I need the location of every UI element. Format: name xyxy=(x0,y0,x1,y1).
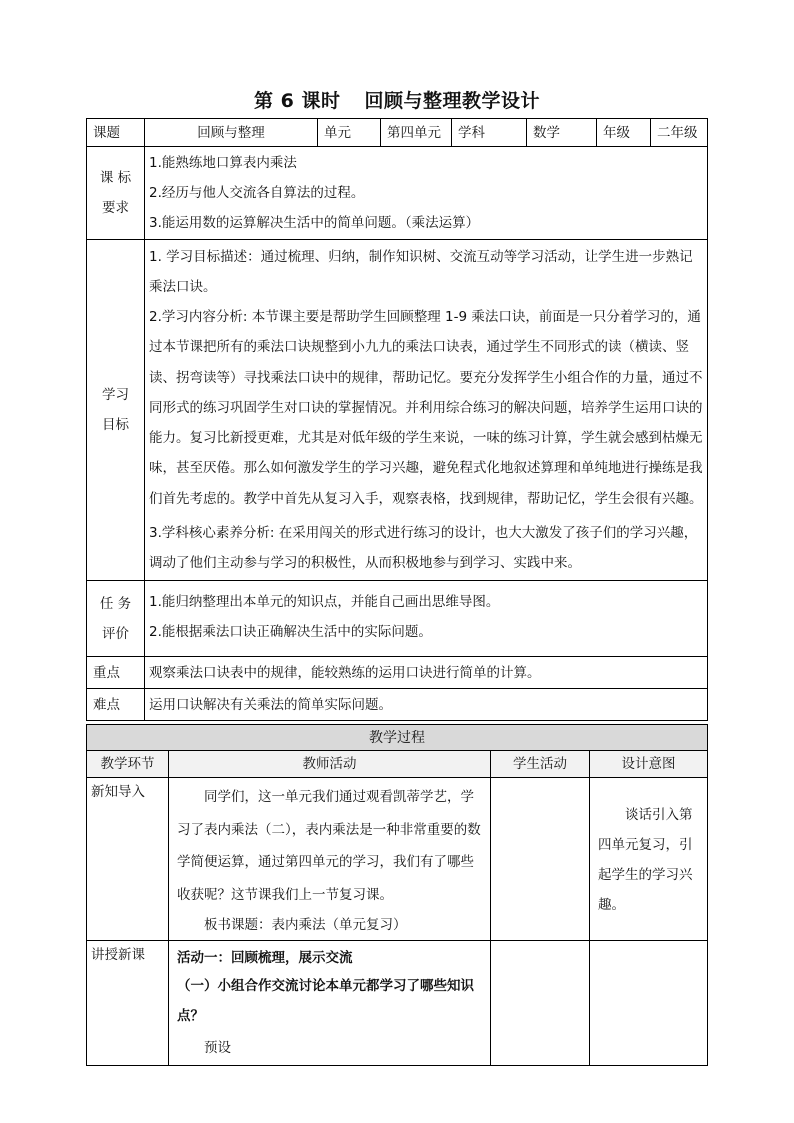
col-design: 设计意图 xyxy=(590,751,708,778)
nandian-text: 运用口诀解决有关乘法的简单实际问题。 xyxy=(145,689,708,721)
kebiao-content xyxy=(145,147,708,240)
zhongdian-text: 观察乘法口诀表中的规律，能较熟练的运用口诀进行简单的计算。 xyxy=(145,657,708,689)
keti-value: 回顾与整理 xyxy=(145,119,318,147)
kebiao-item: 2.经历与他人交流各自算法的过程。 xyxy=(149,185,365,201)
student-intro xyxy=(491,778,590,941)
page-title xyxy=(0,86,794,113)
kebiao-item: 1.能熟练地口算表内乘法 xyxy=(149,155,297,171)
goal-paragraph-3: 3.学科核心素养分析: 在采用闯关的形式进行练习的设计，也大大激发了孩子们的学习兴趣，调动了他们主动参与学习的积极性，从而积极地参与到学习、实践中来。 xyxy=(149,524,698,571)
nianji-value: 二年级 xyxy=(651,119,708,147)
stage-intro: 新知导入 xyxy=(87,778,169,941)
teacher-intro xyxy=(169,778,491,941)
activity-title: 活动一：回顾梳理，展示交流 xyxy=(177,950,353,966)
zhongdian-row xyxy=(87,657,708,689)
process-header-row xyxy=(87,751,708,778)
process-title: 教学过程 xyxy=(87,725,708,751)
col-stage: 教学环节 xyxy=(87,751,169,778)
danyuan-label: 单元 xyxy=(318,119,381,147)
design-intro: 谈话引入第四单元复习，引起学生的学习兴趣。 xyxy=(590,778,708,941)
nandian-label: 难点 xyxy=(87,689,145,721)
renwu-content xyxy=(145,581,708,657)
renwu-item: 2.能根据乘法口诀正确解决生活中的实际问题。 xyxy=(149,624,432,640)
goals-row xyxy=(87,240,708,581)
xueke-label: 学科 xyxy=(452,119,527,147)
goal-paragraph-2: 2.学习内容分析: 本节课主要是帮助学生回顾整理 1-9 乘法口诀，前面是一只分着学习的，通过本节课把所有的乘法口诀规整到小九九的乘法口诀表，通过学生不同形式的读（横读、竖读、拐弯读等）寻找乘法口诀中的规律，帮助记忆。要充分发挥学生小组合作的力量，通过不同形式的练习巩固学生对口诀的掌握情况。并利用综合练习的解决问题，培养学生运用口诀的能力。复习比新授更难，尤其是对低年级的学生来说，一味的练习计算，学生就会感到枯燥无味，甚至厌倦。那么如何激发学生的学习兴趣，避免程式化地叙述算理和单纯地进行操练是我们首先考虑的。教学中首先从复习入手，观察表格，找到规律，帮助记忆，学生会很有兴趣。 xyxy=(149,309,703,507)
kebiao-row xyxy=(87,147,708,240)
activity-question: （一）小组合作交流讨论本单元都学习了哪些知识点？ xyxy=(177,978,474,1024)
xueke-value: 数学 xyxy=(527,119,597,147)
renwu-row xyxy=(87,581,708,657)
goals-label: 学习 目标 xyxy=(87,240,145,581)
title-main: 回顾与整理教学设计 xyxy=(364,90,540,112)
kebiao-item: 3.能运用数的运算解决生活中的简单问题。（乘法运算） xyxy=(149,215,480,231)
header-row xyxy=(87,119,708,147)
process-row-new xyxy=(87,941,708,1066)
col-teacher: 教师活动 xyxy=(169,751,491,778)
keti-label: 课题 xyxy=(87,119,145,147)
kebiao-label: 课 标 要求 xyxy=(87,147,145,240)
col-student: 学生活动 xyxy=(491,751,590,778)
student-new xyxy=(491,941,590,1066)
goals-content xyxy=(145,240,708,581)
nandian-row xyxy=(87,689,708,721)
preset-label: 预设 xyxy=(204,1040,231,1056)
zhongdian-label: 重点 xyxy=(87,657,145,689)
process-title-row xyxy=(87,725,708,751)
stage-new: 讲授新课 xyxy=(87,941,169,1066)
process-table xyxy=(86,724,708,1066)
design-new xyxy=(590,941,708,1066)
renwu-label: 任 务 评价 xyxy=(87,581,145,657)
title-lesson: 第 6 课时 xyxy=(254,90,341,112)
board-title: 板书课题：表内乘法（单元复习） xyxy=(204,917,407,933)
process-row-intro xyxy=(87,778,708,941)
teacher-intro-text: 同学们，这一单元我们通过观看凯蒂学艺，学习了表内乘法（二），表内乘法是一种非常重要的数学简便运算，通过第四单元的学习，我们有了哪些收获呢？这节课我们上一节复习课。 xyxy=(177,789,481,903)
goal-paragraph-1: 1. 学习目标描述：通过梳理、归纳，制作知识树、交流互动等学习活动，让学生进一步熟记乘法口诀。 xyxy=(149,248,693,296)
teacher-new xyxy=(169,941,491,1066)
renwu-item: 1.能归纳整理出本单元的知识点，并能自己画出思维导图。 xyxy=(149,594,500,610)
nianji-label: 年级 xyxy=(597,119,651,147)
lesson-info-table xyxy=(86,118,708,721)
danyuan-value: 第四单元 xyxy=(381,119,452,147)
